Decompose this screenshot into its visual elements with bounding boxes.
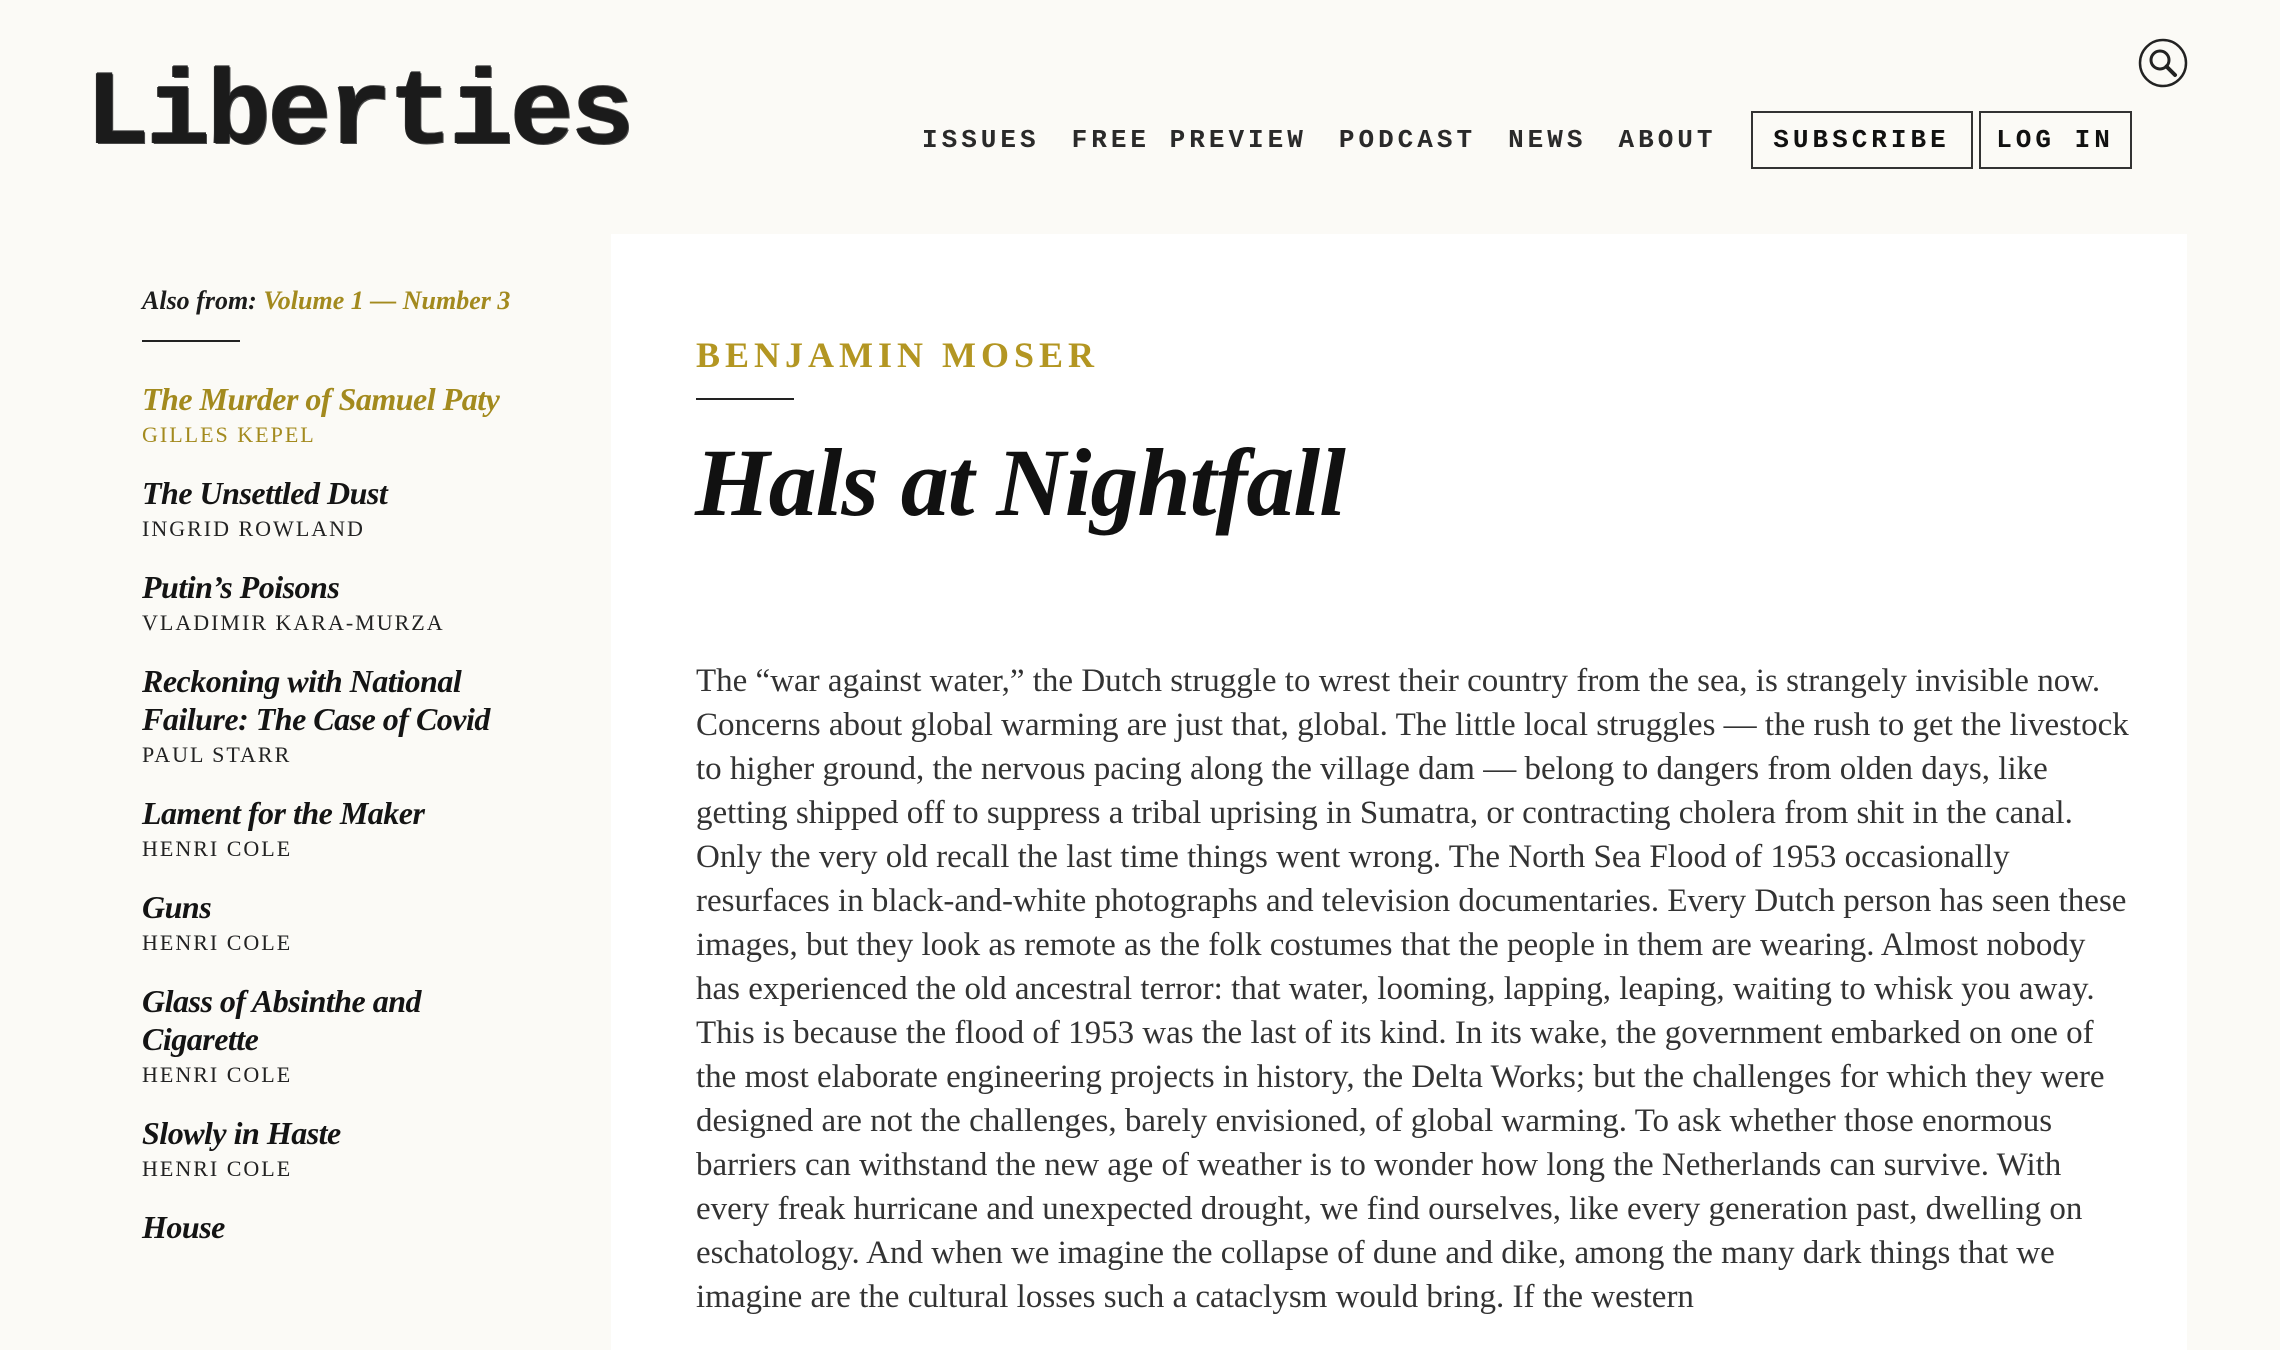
sidebar-item-title: Reckoning with National Failure: The Case of Covid xyxy=(142,663,490,737)
sidebar-item-author: VLADIMIR KARA-MURZA xyxy=(142,610,445,635)
sidebar-item-author: HENRI COLE xyxy=(142,1062,293,1087)
sidebar-item-title: House xyxy=(142,1209,225,1245)
sidebar-item-author: PAUL STARR xyxy=(142,742,292,767)
nav-news[interactable]: NEWS xyxy=(1508,125,1587,155)
nav-free-preview[interactable]: FREE PREVIEW xyxy=(1071,125,1307,155)
sidebar-item[interactable] xyxy=(142,1114,542,1182)
article-panel xyxy=(611,234,2187,1350)
sidebar-item-author: HENRI COLE xyxy=(142,930,293,955)
article-title: Hals at Nightfall xyxy=(695,429,1345,536)
nav-issues[interactable]: ISSUES xyxy=(922,125,1040,155)
sidebar-item[interactable] xyxy=(142,380,542,448)
article-body: The “war against water,” the Dutch struggle to wrest their country from the sea, is strangely invisible now. Concerns about global warming are just that, global. The little local struggles — the rush to get the livestock to higher ground, the nervous pacing along the village dam — belong to dangers from olden days, like getting shipped off to suppress a tribal uprising in Sumatra, or contracting cholera from shit in the canal. Only the very old recall the last time things went wrong. The North Sea Flood of 1953 occasionally resurfaces in black-and-white photographs and television documentaries. Every Dutch person has seen these images, but they look as remote as the folk costumes that the people in them are wearing. Almost nobody has experienced the old ancestral terror: that water, looming, lapping, leaping, waiting to whisk you away. This is because the flood of 1953 was the last of its kind. In its wake, the government embarked on one of the most elaborate engineering projects in history, the Delta Works; but the challenges for which they were designed are not the challenges, barely envisioned, of global warming. To ask whether those enormous barriers can withstand the new age of weather is to wonder how long the Netherlands can survive. With every freak hurricane and unexpected drought, we find ourselves, like every generation past, dwelling on eschatology. And when we imagine the collapse of dune and dike, among the many dark things that we imagine are the cultural losses such a cataclysm would bring. If the western xyxy=(696,663,2129,1315)
sidebar xyxy=(142,286,542,1272)
login-button[interactable]: LOG IN xyxy=(1979,111,2132,169)
nav-podcast[interactable]: PODCAST xyxy=(1338,125,1477,155)
sidebar-item[interactable] xyxy=(142,1208,542,1246)
sidebar-item-title: The Murder of Samuel Paty xyxy=(142,381,500,417)
search-icon xyxy=(2138,38,2188,88)
search-button[interactable] xyxy=(2138,38,2188,88)
subscribe-button[interactable]: SUBSCRIBE xyxy=(1751,111,1973,169)
sidebar-item-author: GILLES KEPEL xyxy=(142,422,316,447)
main-nav xyxy=(922,110,2132,170)
sidebar-item-author: INGRID ROWLAND xyxy=(142,516,365,541)
site-logo[interactable]: Liberties xyxy=(86,55,632,175)
also-from-line xyxy=(142,286,542,316)
sidebar-item-title: The Unsettled Dust xyxy=(142,475,388,511)
sidebar-item[interactable] xyxy=(142,474,542,542)
sidebar-item-title: Putin’s Poisons xyxy=(142,569,340,605)
sidebar-item-author: HENRI COLE xyxy=(142,836,293,861)
sidebar-item-title: Lament for the Maker xyxy=(142,795,425,831)
issue-link[interactable]: Volume 1 — Number 3 xyxy=(263,286,511,315)
sidebar-item[interactable] xyxy=(142,568,542,636)
sidebar-item-title: Guns xyxy=(142,889,212,925)
sidebar-item[interactable] xyxy=(142,888,542,956)
sidebar-item-title: Slowly in Haste xyxy=(142,1115,341,1151)
sidebar-divider xyxy=(142,340,240,342)
sidebar-item[interactable] xyxy=(142,794,542,862)
sidebar-item[interactable] xyxy=(142,662,542,768)
also-from-label: Also from: xyxy=(142,286,257,315)
byline-divider xyxy=(696,398,794,400)
article-author[interactable]: BENJAMIN MOSER xyxy=(696,335,1100,375)
sidebar-item-title: Glass of Absinthe and Cigarette xyxy=(142,983,422,1057)
nav-about[interactable]: ABOUT xyxy=(1618,125,1717,155)
sidebar-item-author: HENRI COLE xyxy=(142,1156,293,1181)
sidebar-item[interactable] xyxy=(142,982,542,1088)
